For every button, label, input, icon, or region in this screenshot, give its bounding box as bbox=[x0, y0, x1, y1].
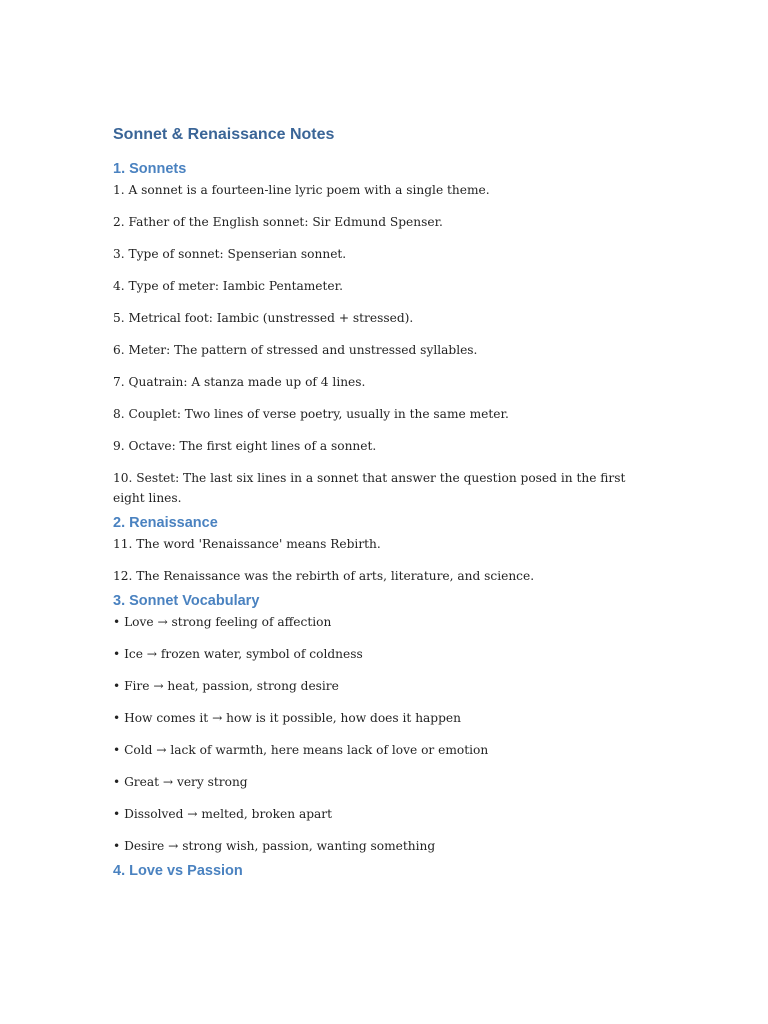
section-heading: 1. Sonnets bbox=[113, 161, 187, 177]
section-heading: 3. Sonnet Vocabulary bbox=[113, 593, 260, 609]
paragraph: 12. The Renaissance was the rebirth of arts, literature, and science. bbox=[113, 569, 535, 583]
list-item: • Love → strong feeling of affection bbox=[113, 615, 332, 629]
section-sonnet-vocabulary bbox=[113, 590, 653, 856]
list-item: • Ice → frozen water, symbol of coldness bbox=[113, 647, 363, 661]
paragraph: 5. Metrical foot: Iambic (unstressed + stressed). bbox=[113, 311, 414, 325]
list-item: • How comes it → how is it possible, how does it happen bbox=[113, 711, 461, 725]
paragraph: 10. Sestet: The last six lines in a sonnet that answer the question posed in the first eight lines. bbox=[113, 471, 626, 505]
paragraph: 3. Type of sonnet: Spenserian sonnet. bbox=[113, 247, 347, 261]
paragraph: 9. Octave: The first eight lines of a sonnet. bbox=[113, 439, 377, 453]
document-body bbox=[113, 124, 653, 882]
list-item: • Cold → lack of warmth, here means lack of love or emotion bbox=[113, 743, 489, 757]
paragraph: 4. Type of meter: Iambic Pentameter. bbox=[113, 279, 343, 293]
paragraph: 8. Couplet: Two lines of verse poetry, usually in the same meter. bbox=[113, 407, 509, 421]
section-heading: 2. Renaissance bbox=[113, 515, 218, 531]
paragraph: 7. Quatrain: A stanza made up of 4 lines. bbox=[113, 375, 366, 389]
paragraph: 6. Meter: The pattern of stressed and unstressed syllables. bbox=[113, 343, 478, 357]
list-item: • Fire → heat, passion, strong desire bbox=[113, 679, 339, 693]
paragraph: 11. The word 'Renaissance' means Rebirth. bbox=[113, 537, 381, 551]
section-sonnets bbox=[113, 158, 653, 508]
section-renaissance bbox=[113, 512, 653, 586]
list-item: • Great → very strong bbox=[113, 775, 248, 789]
document-title: Sonnet & Renaissance Notes bbox=[113, 126, 335, 143]
paragraph: 2. Father of the English sonnet: Sir Edmund Spenser. bbox=[113, 215, 443, 229]
paragraph: 1. A sonnet is a fourteen-line lyric poem with a single theme. bbox=[113, 183, 490, 197]
list-item: • Desire → strong wish, passion, wanting something bbox=[113, 839, 436, 853]
list-item: • Dissolved → melted, broken apart bbox=[113, 807, 333, 821]
section-love-vs-passion bbox=[113, 860, 653, 882]
section-heading: 4. Love vs Passion bbox=[113, 863, 243, 879]
